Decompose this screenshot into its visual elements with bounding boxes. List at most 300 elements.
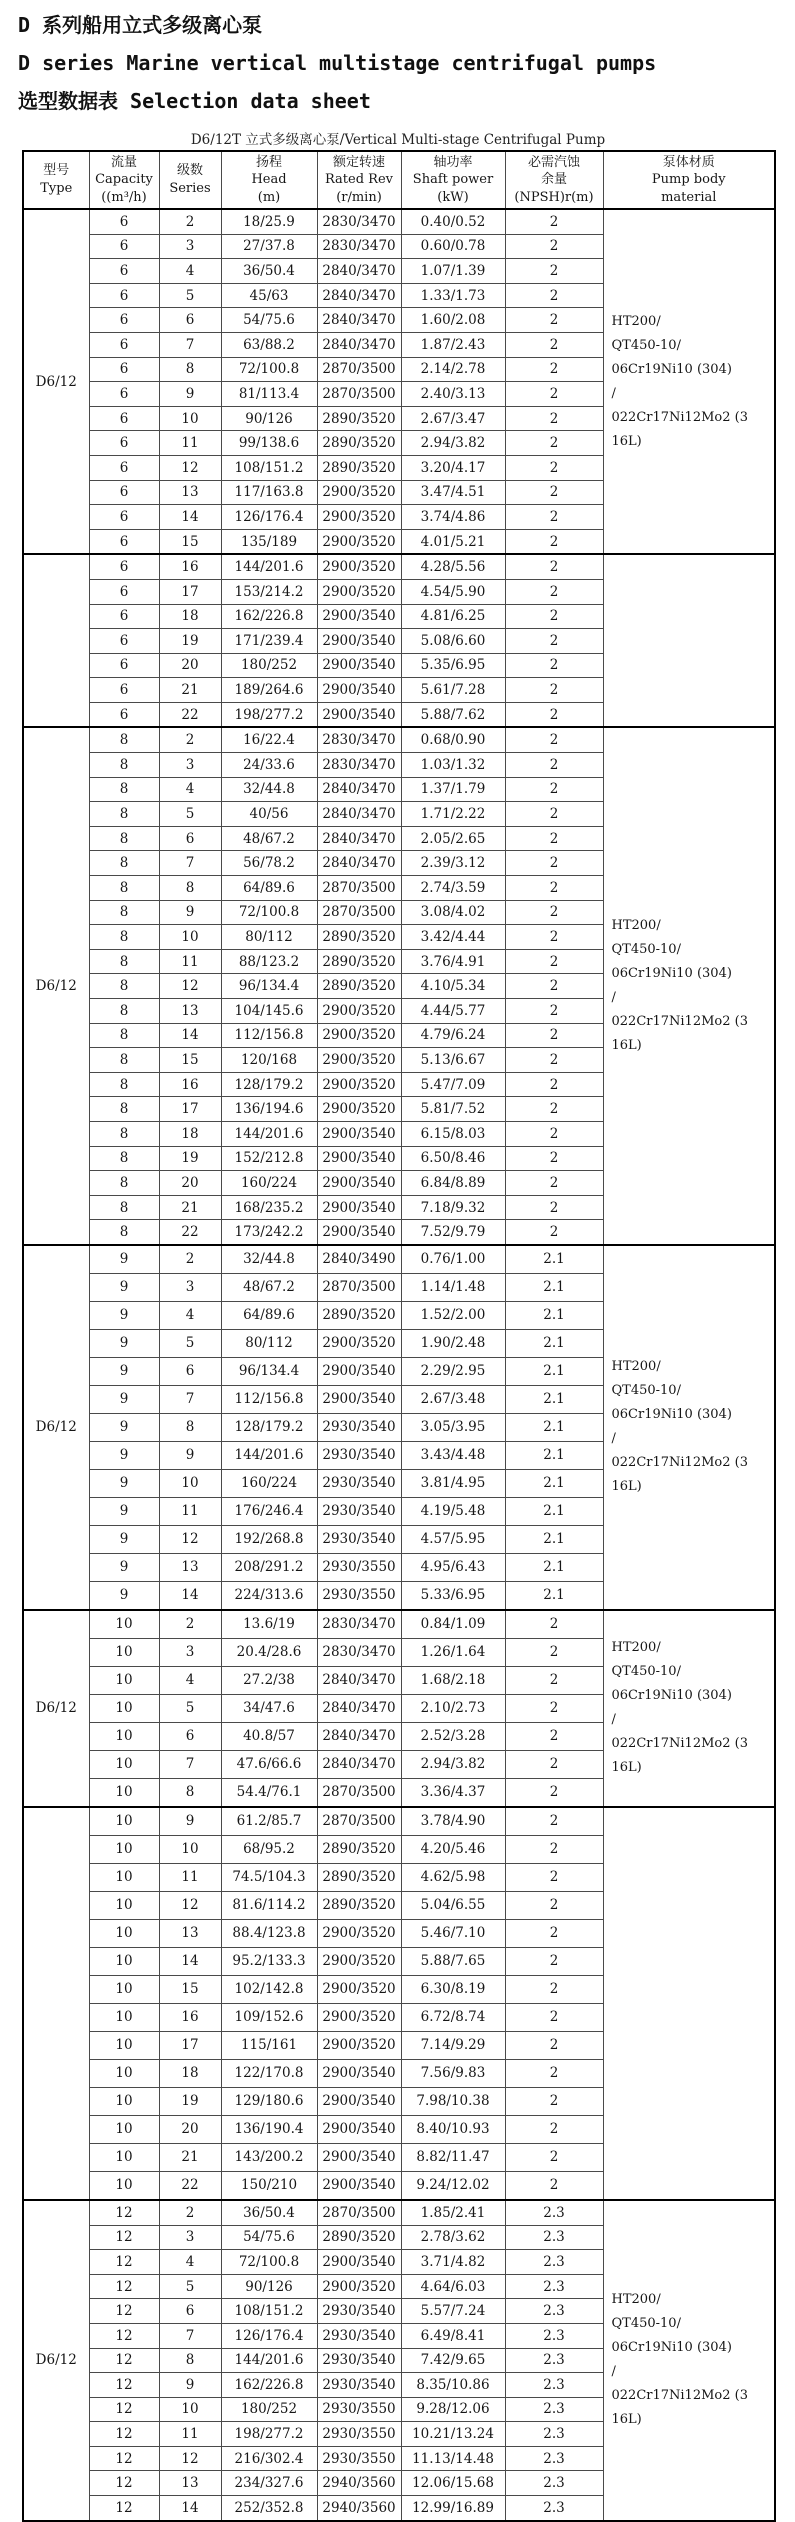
npsh-cell: 2.3 <box>505 2323 603 2348</box>
capacity-cell: 6 <box>89 678 159 703</box>
head-cell: 144/201.6 <box>221 1121 317 1146</box>
series-cell: 10 <box>159 1835 221 1863</box>
head-cell: 173/242.2 <box>221 1220 317 1245</box>
capacity-cell: 9 <box>89 1469 159 1497</box>
capacity-cell: 6 <box>89 382 159 407</box>
rated-rev-cell: 2840/3470 <box>317 259 401 284</box>
head-cell: 16/22.4 <box>221 727 317 752</box>
npsh-cell: 2 <box>505 753 603 778</box>
capacity-cell: 9 <box>89 1245 159 1274</box>
shaft-power-cell: 2.94/3.82 <box>401 1750 505 1778</box>
shaft-power-cell: 5.08/6.60 <box>401 629 505 654</box>
capacity-cell: 10 <box>89 1610 159 1639</box>
shaft-power-cell: 5.33/6.95 <box>401 1581 505 1610</box>
head-cell: 96/134.4 <box>221 974 317 999</box>
npsh-cell: 2 <box>505 629 603 654</box>
series-cell: 8 <box>159 876 221 901</box>
capacity-cell: 6 <box>89 234 159 259</box>
capacity-cell: 8 <box>89 777 159 802</box>
series-cell: 9 <box>159 382 221 407</box>
rated-rev-cell: 2930/3540 <box>317 2323 401 2348</box>
rated-rev-cell: 2870/3500 <box>317 357 401 382</box>
series-cell: 15 <box>159 1048 221 1073</box>
npsh-cell: 2 <box>505 2087 603 2115</box>
shaft-power-cell: 2.94/3.82 <box>401 431 505 456</box>
rated-rev-cell: 2900/3520 <box>317 1329 401 1357</box>
head-cell: 61.2/85.7 <box>221 1807 317 1836</box>
series-cell: 17 <box>159 579 221 604</box>
rated-rev-cell: 2930/3540 <box>317 2299 401 2324</box>
rated-rev-cell: 2840/3470 <box>317 826 401 851</box>
table-header-row <box>23 151 775 209</box>
capacity-cell: 8 <box>89 1195 159 1220</box>
material-cell: HT200/ QT450-10/ 06Cr19Ni10 (304) / 022Cr17Ni12Mo2 (3 16L) <box>603 1610 775 1807</box>
head-cell: 72/100.8 <box>221 357 317 382</box>
series-cell: 13 <box>159 2471 221 2496</box>
npsh-cell: 2 <box>505 604 603 629</box>
head-cell: 40/56 <box>221 802 317 827</box>
npsh-cell: 2.3 <box>505 2348 603 2373</box>
rated-rev-cell: 2930/3540 <box>317 1525 401 1553</box>
head-cell: 54/75.6 <box>221 308 317 333</box>
shaft-power-cell: 2.10/2.73 <box>401 1694 505 1722</box>
npsh-cell: 2 <box>505 1610 603 1639</box>
series-cell: 13 <box>159 480 221 505</box>
head-cell: 135/189 <box>221 529 317 554</box>
rated-rev-cell: 2900/3520 <box>317 1919 401 1947</box>
rated-rev-cell: 2840/3470 <box>317 777 401 802</box>
head-cell: 144/201.6 <box>221 1441 317 1469</box>
series-cell: 8 <box>159 1413 221 1441</box>
shaft-power-cell: 3.76/4.91 <box>401 949 505 974</box>
series-cell: 15 <box>159 529 221 554</box>
rated-rev-cell: 2930/3550 <box>317 2422 401 2447</box>
head-cell: 160/224 <box>221 1469 317 1497</box>
type-cell: D6/12 <box>23 727 89 1244</box>
head-cell: 168/235.2 <box>221 1195 317 1220</box>
npsh-cell: 2.1 <box>505 1329 603 1357</box>
series-cell: 7 <box>159 1750 221 1778</box>
table-row <box>23 1245 775 1274</box>
shaft-power-cell: 1.33/1.73 <box>401 283 505 308</box>
series-cell: 8 <box>159 1778 221 1807</box>
capacity-cell: 12 <box>89 2373 159 2398</box>
series-cell: 11 <box>159 1497 221 1525</box>
shaft-power-cell: 1.07/1.39 <box>401 259 505 284</box>
head-cell: 160/224 <box>221 1171 317 1196</box>
series-cell: 14 <box>159 1023 221 1048</box>
head-cell: 216/302.4 <box>221 2446 317 2471</box>
npsh-cell: 2 <box>505 332 603 357</box>
head-cell: 143/200.2 <box>221 2143 317 2171</box>
series-cell: 11 <box>159 1863 221 1891</box>
shaft-power-cell: 8.40/10.93 <box>401 2115 505 2143</box>
head-cell: 80/112 <box>221 1329 317 1357</box>
column-header-npsh: 必需汽蚀 余量 (NPSH)r(m) <box>505 151 603 209</box>
npsh-cell: 2 <box>505 406 603 431</box>
head-cell: 64/89.6 <box>221 1301 317 1329</box>
series-cell: 22 <box>159 1220 221 1245</box>
series-cell: 6 <box>159 826 221 851</box>
capacity-cell: 6 <box>89 259 159 284</box>
npsh-cell: 2.1 <box>505 1553 603 1581</box>
capacity-cell: 10 <box>89 1919 159 1947</box>
rated-rev-cell: 2930/3550 <box>317 1553 401 1581</box>
rated-rev-cell: 2930/3540 <box>317 1441 401 1469</box>
npsh-cell: 2 <box>505 974 603 999</box>
capacity-cell: 8 <box>89 1048 159 1073</box>
column-header-rated-rev: 额定转速 Rated Rev (r/min) <box>317 151 401 209</box>
npsh-cell: 2.1 <box>505 1413 603 1441</box>
shaft-power-cell: 4.81/6.25 <box>401 604 505 629</box>
npsh-cell: 2 <box>505 900 603 925</box>
head-cell: 115/161 <box>221 2031 317 2059</box>
npsh-cell: 2 <box>505 2059 603 2087</box>
rated-rev-cell: 2830/3470 <box>317 727 401 752</box>
npsh-cell: 2 <box>505 234 603 259</box>
npsh-cell: 2 <box>505 357 603 382</box>
rated-rev-cell: 2840/3470 <box>317 308 401 333</box>
shaft-power-cell: 5.47/7.09 <box>401 1072 505 1097</box>
rated-rev-cell: 2840/3470 <box>317 1722 401 1750</box>
head-cell: 88/123.2 <box>221 949 317 974</box>
series-cell: 2 <box>159 1610 221 1639</box>
shaft-power-cell: 4.28/5.56 <box>401 554 505 579</box>
shaft-power-cell: 0.40/0.52 <box>401 209 505 234</box>
series-cell: 7 <box>159 332 221 357</box>
capacity-cell: 8 <box>89 1072 159 1097</box>
capacity-cell: 8 <box>89 1097 159 1122</box>
series-cell: 10 <box>159 925 221 950</box>
shaft-power-cell: 5.61/7.28 <box>401 678 505 703</box>
capacity-cell: 8 <box>89 727 159 752</box>
series-cell: 11 <box>159 2422 221 2447</box>
npsh-cell: 2.1 <box>505 1273 603 1301</box>
capacity-cell: 10 <box>89 1975 159 2003</box>
table-body <box>23 209 775 2521</box>
capacity-cell: 10 <box>89 2115 159 2143</box>
head-cell: 252/352.8 <box>221 2496 317 2521</box>
capacity-cell: 6 <box>89 579 159 604</box>
series-cell: 9 <box>159 1441 221 1469</box>
head-cell: 96/134.4 <box>221 1357 317 1385</box>
type-cell <box>23 554 89 727</box>
head-cell: 117/163.8 <box>221 480 317 505</box>
series-cell: 13 <box>159 1553 221 1581</box>
rated-rev-cell: 2890/3520 <box>317 974 401 999</box>
shaft-power-cell: 7.98/10.38 <box>401 2087 505 2115</box>
head-cell: 27/37.8 <box>221 234 317 259</box>
table-row <box>23 209 775 234</box>
head-cell: 90/126 <box>221 406 317 431</box>
shaft-power-cell: 10.21/13.24 <box>401 2422 505 2447</box>
npsh-cell: 2 <box>505 876 603 901</box>
npsh-cell: 2 <box>505 1835 603 1863</box>
capacity-cell: 10 <box>89 2143 159 2171</box>
capacity-cell: 9 <box>89 1301 159 1329</box>
npsh-cell: 2.1 <box>505 1301 603 1329</box>
capacity-cell: 10 <box>89 2059 159 2087</box>
rated-rev-cell: 2940/3560 <box>317 2471 401 2496</box>
rated-rev-cell: 2900/3520 <box>317 999 401 1024</box>
capacity-cell: 12 <box>89 2446 159 2471</box>
npsh-cell: 2 <box>505 505 603 530</box>
npsh-cell: 2 <box>505 1220 603 1245</box>
capacity-cell: 6 <box>89 629 159 654</box>
rated-rev-cell: 2840/3470 <box>317 1750 401 1778</box>
rated-rev-cell: 2890/3520 <box>317 1891 401 1919</box>
shaft-power-cell: 2.78/3.62 <box>401 2225 505 2250</box>
npsh-cell: 2 <box>505 1975 603 2003</box>
series-cell: 5 <box>159 802 221 827</box>
head-cell: 112/156.8 <box>221 1023 317 1048</box>
shaft-power-cell: 3.36/4.37 <box>401 1778 505 1807</box>
shaft-power-cell: 3.08/4.02 <box>401 900 505 925</box>
shaft-power-cell: 4.19/5.48 <box>401 1497 505 1525</box>
type-cell: D6/12 <box>23 209 89 554</box>
shaft-power-cell: 2.14/2.78 <box>401 357 505 382</box>
npsh-cell: 2 <box>505 308 603 333</box>
npsh-cell: 2 <box>505 653 603 678</box>
npsh-cell: 2.3 <box>505 2446 603 2471</box>
npsh-cell: 2.3 <box>505 2373 603 2398</box>
npsh-cell: 2.1 <box>505 1385 603 1413</box>
rated-rev-cell: 2890/3520 <box>317 1301 401 1329</box>
shaft-power-cell: 3.74/4.86 <box>401 505 505 530</box>
npsh-cell: 2 <box>505 1722 603 1750</box>
npsh-cell: 2 <box>505 1694 603 1722</box>
material-cell: HT200/ QT450-10/ 06Cr19Ni10 (304) / 022Cr17Ni12Mo2 (3 16L) <box>603 2200 775 2521</box>
head-cell: 13.6/19 <box>221 1610 317 1639</box>
head-cell: 126/176.4 <box>221 505 317 530</box>
rated-rev-cell: 2870/3500 <box>317 382 401 407</box>
head-cell: 144/201.6 <box>221 2348 317 2373</box>
shaft-power-cell: 1.87/2.43 <box>401 332 505 357</box>
npsh-cell: 2 <box>505 382 603 407</box>
capacity-cell: 10 <box>89 1750 159 1778</box>
column-header-type: 型号 Type <box>23 151 89 209</box>
shaft-power-cell: 4.95/6.43 <box>401 1553 505 1581</box>
series-cell: 16 <box>159 554 221 579</box>
rated-rev-cell: 2900/3520 <box>317 1048 401 1073</box>
shaft-power-cell: 2.40/3.13 <box>401 382 505 407</box>
shaft-power-cell: 4.10/5.34 <box>401 974 505 999</box>
npsh-cell: 2.1 <box>505 1525 603 1553</box>
series-cell: 10 <box>159 2397 221 2422</box>
head-cell: 68/95.2 <box>221 1835 317 1863</box>
series-cell: 14 <box>159 2496 221 2521</box>
head-cell: 153/214.2 <box>221 579 317 604</box>
head-cell: 72/100.8 <box>221 2250 317 2275</box>
npsh-cell: 2.3 <box>505 2200 603 2225</box>
shaft-power-cell: 4.54/5.90 <box>401 579 505 604</box>
rated-rev-cell: 2900/3540 <box>317 1195 401 1220</box>
head-cell: 54/75.6 <box>221 2225 317 2250</box>
head-cell: 144/201.6 <box>221 554 317 579</box>
series-cell: 3 <box>159 1638 221 1666</box>
series-cell: 20 <box>159 1171 221 1196</box>
npsh-cell: 2 <box>505 1023 603 1048</box>
shaft-power-cell: 7.52/9.79 <box>401 1220 505 1245</box>
capacity-cell: 9 <box>89 1357 159 1385</box>
head-cell: 171/239.4 <box>221 629 317 654</box>
rated-rev-cell: 2890/3520 <box>317 431 401 456</box>
rated-rev-cell: 2900/3540 <box>317 1220 401 1245</box>
rated-rev-cell: 2840/3470 <box>317 1666 401 1694</box>
capacity-cell: 10 <box>89 2003 159 2031</box>
rated-rev-cell: 2940/3560 <box>317 2496 401 2521</box>
shaft-power-cell: 2.52/3.28 <box>401 1722 505 1750</box>
head-cell: 99/138.6 <box>221 431 317 456</box>
head-cell: 90/126 <box>221 2274 317 2299</box>
shaft-power-cell: 1.90/2.48 <box>401 1329 505 1357</box>
head-cell: 152/212.8 <box>221 1146 317 1171</box>
capacity-cell: 8 <box>89 876 159 901</box>
capacity-cell: 12 <box>89 2348 159 2373</box>
rated-rev-cell: 2900/3520 <box>317 1072 401 1097</box>
capacity-cell: 10 <box>89 1947 159 1975</box>
capacity-cell: 12 <box>89 2323 159 2348</box>
material-cell: HT200/ QT450-10/ 06Cr19Ni10 (304) / 022Cr17Ni12Mo2 (3 16L) <box>603 1245 775 1610</box>
capacity-cell: 10 <box>89 2171 159 2200</box>
head-cell: 45/63 <box>221 283 317 308</box>
npsh-cell: 2.1 <box>505 1357 603 1385</box>
npsh-cell: 2 <box>505 1807 603 1836</box>
document-header <box>0 6 795 120</box>
shaft-power-cell: 0.60/0.78 <box>401 234 505 259</box>
series-cell: 19 <box>159 2087 221 2115</box>
shaft-power-cell: 7.18/9.32 <box>401 1195 505 1220</box>
shaft-power-cell: 2.74/3.59 <box>401 876 505 901</box>
series-cell: 22 <box>159 702 221 727</box>
rated-rev-cell: 2930/3540 <box>317 2348 401 2373</box>
npsh-cell: 2 <box>505 554 603 579</box>
rated-rev-cell: 2870/3500 <box>317 900 401 925</box>
series-cell: 15 <box>159 1975 221 2003</box>
capacity-cell: 8 <box>89 1023 159 1048</box>
series-cell: 9 <box>159 1807 221 1836</box>
series-cell: 4 <box>159 1301 221 1329</box>
capacity-cell: 6 <box>89 431 159 456</box>
capacity-cell: 6 <box>89 455 159 480</box>
capacity-cell: 10 <box>89 1863 159 1891</box>
series-cell: 6 <box>159 1357 221 1385</box>
head-cell: 24/33.6 <box>221 753 317 778</box>
series-cell: 4 <box>159 777 221 802</box>
rated-rev-cell: 2900/3540 <box>317 2115 401 2143</box>
series-cell: 3 <box>159 1273 221 1301</box>
npsh-cell: 2 <box>505 2003 603 2031</box>
head-cell: 54.4/76.1 <box>221 1778 317 1807</box>
rated-rev-cell: 2930/3550 <box>317 2446 401 2471</box>
rated-rev-cell: 2930/3540 <box>317 2373 401 2398</box>
npsh-cell: 2 <box>505 2031 603 2059</box>
shaft-power-cell: 5.13/6.67 <box>401 1048 505 1073</box>
rated-rev-cell: 2870/3500 <box>317 876 401 901</box>
rated-rev-cell: 2900/3520 <box>317 1975 401 2003</box>
shaft-power-cell: 5.88/7.62 <box>401 702 505 727</box>
shaft-power-cell: 3.71/4.82 <box>401 2250 505 2275</box>
head-cell: 126/176.4 <box>221 2323 317 2348</box>
series-cell: 4 <box>159 1666 221 1694</box>
npsh-cell: 2 <box>505 949 603 974</box>
head-cell: 18/25.9 <box>221 209 317 234</box>
head-cell: 129/180.6 <box>221 2087 317 2115</box>
capacity-cell: 8 <box>89 1146 159 1171</box>
npsh-cell: 2 <box>505 1778 603 1807</box>
rated-rev-cell: 2900/3540 <box>317 604 401 629</box>
rated-rev-cell: 2890/3520 <box>317 2225 401 2250</box>
head-cell: 63/88.2 <box>221 332 317 357</box>
npsh-cell: 2 <box>505 999 603 1024</box>
rated-rev-cell: 2830/3470 <box>317 753 401 778</box>
head-cell: 27.2/38 <box>221 1666 317 1694</box>
rated-rev-cell: 2930/3550 <box>317 1581 401 1610</box>
head-cell: 47.6/66.6 <box>221 1750 317 1778</box>
capacity-cell: 9 <box>89 1525 159 1553</box>
shaft-power-cell: 4.57/5.95 <box>401 1525 505 1553</box>
shaft-power-cell: 4.62/5.98 <box>401 1863 505 1891</box>
type-cell: D6/12 <box>23 1610 89 1807</box>
head-cell: 136/194.6 <box>221 1097 317 1122</box>
series-cell: 8 <box>159 357 221 382</box>
rated-rev-cell: 2830/3470 <box>317 1610 401 1639</box>
capacity-cell: 9 <box>89 1385 159 1413</box>
material-cell: HT200/ QT450-10/ 06Cr19Ni10 (304) / 022Cr17Ni12Mo2 (3 16L) <box>603 209 775 554</box>
series-cell: 4 <box>159 2250 221 2275</box>
head-cell: 81.6/114.2 <box>221 1891 317 1919</box>
series-cell: 12 <box>159 455 221 480</box>
capacity-cell: 10 <box>89 1807 159 1836</box>
series-cell: 5 <box>159 2274 221 2299</box>
rated-rev-cell: 2840/3470 <box>317 851 401 876</box>
title-english: D series Marine vertical multistage centrifugal pumps <box>18 51 657 75</box>
npsh-cell: 2 <box>505 826 603 851</box>
shaft-power-cell: 2.05/2.65 <box>401 826 505 851</box>
rated-rev-cell: 2900/3540 <box>317 1171 401 1196</box>
head-cell: 64/89.6 <box>221 876 317 901</box>
series-cell: 22 <box>159 2171 221 2200</box>
capacity-cell: 8 <box>89 1171 159 1196</box>
rated-rev-cell: 2890/3520 <box>317 455 401 480</box>
rated-rev-cell: 2870/3500 <box>317 2200 401 2225</box>
head-cell: 88.4/123.8 <box>221 1919 317 1947</box>
head-cell: 176/246.4 <box>221 1497 317 1525</box>
capacity-cell: 6 <box>89 554 159 579</box>
npsh-cell: 2.3 <box>505 2250 603 2275</box>
shaft-power-cell: 1.37/1.79 <box>401 777 505 802</box>
rated-rev-cell: 2840/3470 <box>317 332 401 357</box>
series-cell: 19 <box>159 1146 221 1171</box>
shaft-power-cell: 3.47/4.51 <box>401 480 505 505</box>
npsh-cell: 2.3 <box>505 2496 603 2521</box>
shaft-power-cell: 4.79/6.24 <box>401 1023 505 1048</box>
rated-rev-cell: 2900/3520 <box>317 1947 401 1975</box>
rated-rev-cell: 2930/3540 <box>317 1413 401 1441</box>
series-cell: 17 <box>159 2031 221 2059</box>
npsh-cell: 2 <box>505 777 603 802</box>
series-cell: 2 <box>159 209 221 234</box>
head-cell: 120/168 <box>221 1048 317 1073</box>
shaft-power-cell: 4.44/5.77 <box>401 999 505 1024</box>
rated-rev-cell: 2890/3520 <box>317 1835 401 1863</box>
capacity-cell: 6 <box>89 505 159 530</box>
series-cell: 5 <box>159 283 221 308</box>
capacity-cell: 8 <box>89 1220 159 1245</box>
capacity-cell: 10 <box>89 2031 159 2059</box>
head-cell: 122/170.8 <box>221 2059 317 2087</box>
capacity-cell: 6 <box>89 529 159 554</box>
